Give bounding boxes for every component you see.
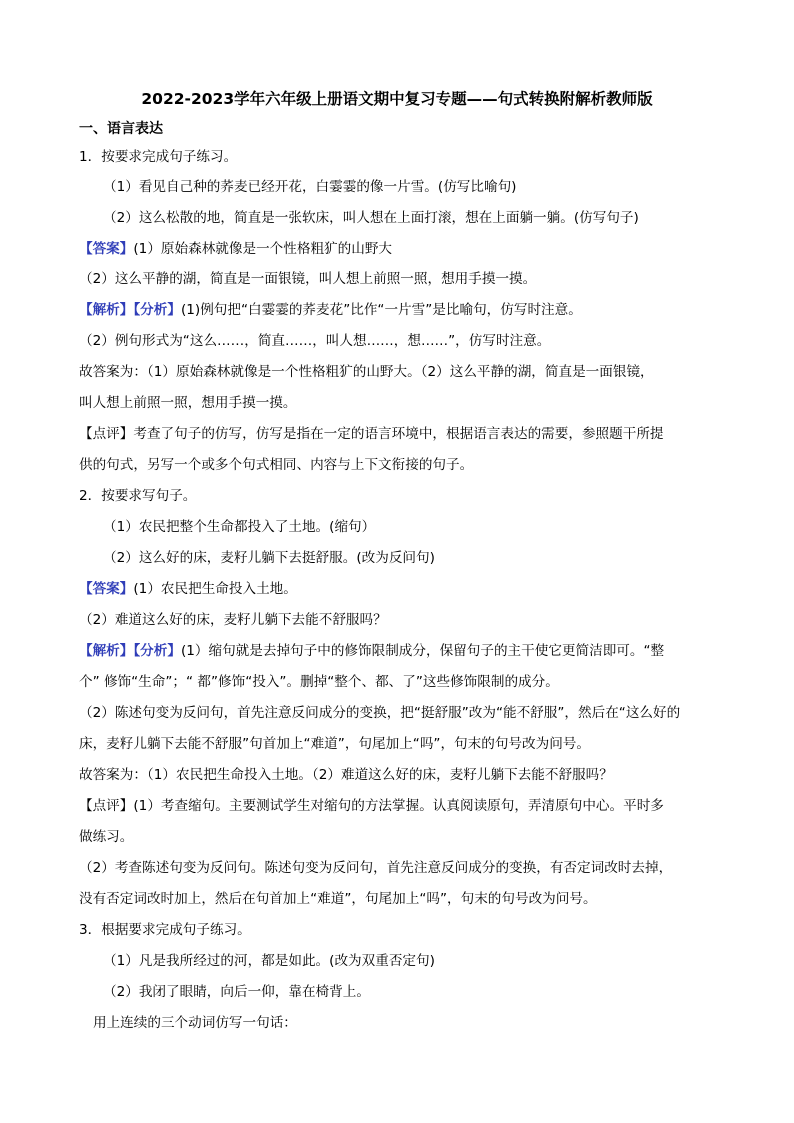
question-2-item-1: （1）农民把整个生命都投入了土地。(缩句） [103, 519, 376, 535]
analysis-text: 床，麦籽儿躺下去能不舒服”句首加上“难道”，句尾加上“吗”，句末的句号改为问号。 [79, 736, 590, 752]
comment-text: 【点评】(1）考查缩句。主要测试学生对缩句的方法掌握。认真阅读原句，弄清原句中心。平时多 [79, 798, 664, 814]
question-3-item-2: （2）我闭了眼睛，向后一仰，靠在椅背上。 [103, 984, 370, 1000]
question-2-item-2: （2）这么好的床，麦籽儿躺下去挺舒服。(改为反问句) [103, 550, 435, 566]
answer-block [79, 240, 392, 258]
page-title: 2022-2023学年六年级上册语文期中复习专题——句式转换附解析教师版 [141, 90, 653, 108]
analysis-text: （2）例句形式为“这么……，简直……，叫人想……，想……”，仿写时注意。 [79, 333, 551, 349]
comment-text: 供的句式，另写一个或多个句式相同、内容与上下文衔接的句子。 [79, 457, 474, 473]
answer-text: (1）原始森林就像是一个性格粗犷的山野大 [133, 241, 393, 257]
final-answer-text: 故答案为：（1）农民把生命投入土地。（2）难道这么好的床，麦籽儿躺下去能不舒服吗？ [79, 767, 613, 783]
answer-text: （2）这么平静的湖，简直是一面银镜，叫人想上前照一照，想用手摸一摸。 [79, 271, 537, 287]
answer-text: （2）难道这么好的床，麦籽儿躺下去能不舒服吗？ [79, 612, 387, 628]
comment-text: （2）考查陈述句变为反问句。陈述句变为反问句，首先注意反问成分的变换，有否定词改时去掉， [79, 860, 673, 876]
comment-text: 【点评】考查了句子的仿写，仿写是指在一定的语言环境中，根据语言表达的需要，参照题干所提 [79, 426, 664, 442]
comment-text: 没有否定词改时加上，然后在句首加上“难道”，句尾加上“吗”，句末的句号改为问号。 [79, 891, 597, 907]
answer-tag: 【答案】 [79, 241, 134, 257]
analysis-tag: 【解析】【分析】 [79, 302, 181, 318]
analysis-tag: 【解析】【分析】 [79, 643, 181, 659]
analysis-text: (1）缩句就是去掉句子中的修饰限制成分，保留句子的主干使它更简洁即可。“整 [180, 643, 665, 659]
question-3-instruction: 用上连续的三个动词仿写一句话： [93, 1015, 297, 1031]
comment-text: 做练习。 [79, 829, 134, 845]
answer-text: (1）农民把生命投入土地。 [133, 581, 297, 597]
answer-tag: 【答案】 [79, 581, 134, 597]
analysis-text: 个” 修饰“生命”；“ 都”修饰“投入”。删掉“整个、都、了”这些修饰限制的成分。 [79, 674, 559, 690]
question-1-stem: 1．按要求完成句子练习。 [79, 149, 238, 165]
analysis-block [79, 642, 664, 660]
section-heading: 一、语言表达 [79, 121, 163, 137]
question-1-item-1: （1）看见自己种的荞麦已经开花，白霎霎的像一片雪。(仿写比喻句) [103, 179, 517, 195]
analysis-text: （2）陈述句变为反问句，首先注意反问成分的变换，把“挺舒服”改为“能不舒服”，然后在“这么好的 [79, 705, 681, 721]
question-1-item-2: （2）这么松散的地，简直是一张软床，叫人想在上面打滚，想在上面躺一躺。(仿写句子) [103, 210, 639, 226]
question-3-item-1: （1）凡是我所经过的河，都是如此。(改为双重否定句) [103, 953, 435, 969]
analysis-text: (1)例句把“白霎霎的荞麦花”比作“一片雪”是比喻句，仿写时注意。 [180, 302, 582, 318]
question-2-stem: 2．按要求写句子。 [79, 488, 197, 504]
analysis-block [79, 301, 582, 319]
final-answer-text: 叫人想上前照一照，想用手摸一摸。 [79, 395, 297, 411]
question-3-stem: 3．根据要求完成句子练习。 [79, 922, 251, 938]
answer-block [79, 580, 297, 598]
final-answer-text: 故答案为：（1）原始森林就像是一个性格粗犷的山野大。（2）这么平静的湖，简直是一面银镜， [79, 364, 654, 380]
